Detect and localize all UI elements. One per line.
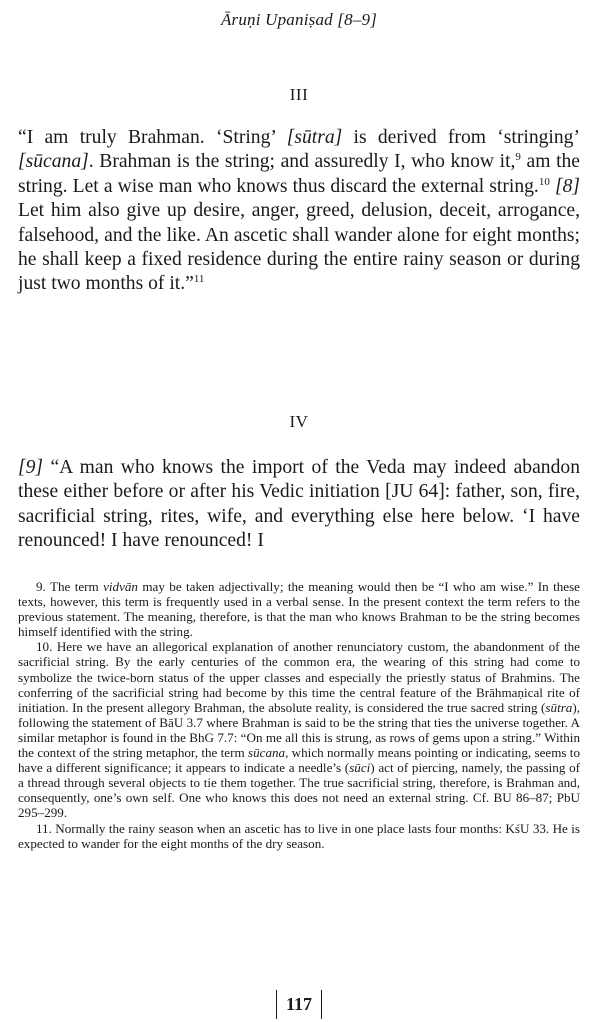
page-number-area bbox=[18, 990, 580, 1019]
footnote-ref-10: 10 bbox=[538, 175, 550, 188]
footnote-ref-9: 9 bbox=[515, 151, 521, 164]
footnote-9: 9. The term vidvān may be taken adjectivally; the meaning would then be “I who am wise.” In these texts, however, this term is frequently used in a verbal sense. In the present context the term refers to the previous statement. The meaning, therefore, is that the man who knows Brahman to be the string becomes himself identified with the string. bbox=[18, 579, 580, 640]
book-page bbox=[18, 0, 580, 1022]
section-iv-paragraph: [9] “A man who knows the import of the Veda may indeed abandon these either before or after his Vedic initiation [JU 64]: father, son, fire, sacrificial string, rites, wife, and everything else here below. ‘I have renounced! I have renounced! I bbox=[18, 457, 580, 552]
footnotes bbox=[18, 579, 580, 851]
page-number: 117 bbox=[276, 990, 322, 1019]
section-iii-paragraph: “I am truly Brahman. ‘String’ [sūtra] is derived from ‘stringing’ [sūcana]. Brahman is the string; and assuredly I, who know it,$^9$ am the string. Let a wise man who knows thus discard the external string.$^{10}$ [8] Let him also give up desire, anger, greed, delusion, deceit, arrogance, falsehood, and the like. An ascetic shall wander alone for eight months; he shall keep a fixed residence during the entire rainy season or during just two months of it.”$^{11}$ bbox=[18, 127, 581, 295]
footnote-10: 10. Here we have an allegorical explanation of another renunciatory custom, the abandonment of the sacrificial string. By the early centuries of the common era, the wearing of this string had come to symbolize the twice-born status of the upper classes and especially the priestly status of Brahmins. The conferring of the sacrificial string had become by this time the central feature of the Brāhmaṇical rite of initiation. In the present allegory Brahman, the absolute reality, is considered the true sacred string (sūtra), following the statement of BāU 3.7 where Brahman is said to be the string that ties the universe together. A similar metaphor is found in the BhG 7.7: “On me all this is strung, as rows of gems upon a string.” Within the context of the string metaphor, the term sūcana, which normally means pointing or indicating, seems to have a different significance; it appears to indicate a needle’s (sūci) act of piercing, namely, the passing of a thread through several objects to tie them together. The true sacrificial string, therefore, is Brahman and, consequently, one’s own self. One who knows this does not need an external string. Cf. BU 86–87; PbU 295–299. bbox=[18, 639, 580, 821]
section-number-iv: IV bbox=[289, 412, 309, 431]
section-number-iii: III bbox=[289, 85, 309, 104]
footnote-11: 11. Normally the rainy season when an ascetic has to live in one place lasts four months: KśU 33. He is expected to wander for the eight months of the dry season. bbox=[18, 820, 580, 851]
running-head: Āruṇi Upaniṣad [8–9] bbox=[220, 10, 378, 29]
footnote-ref-11: 11 bbox=[193, 273, 205, 286]
